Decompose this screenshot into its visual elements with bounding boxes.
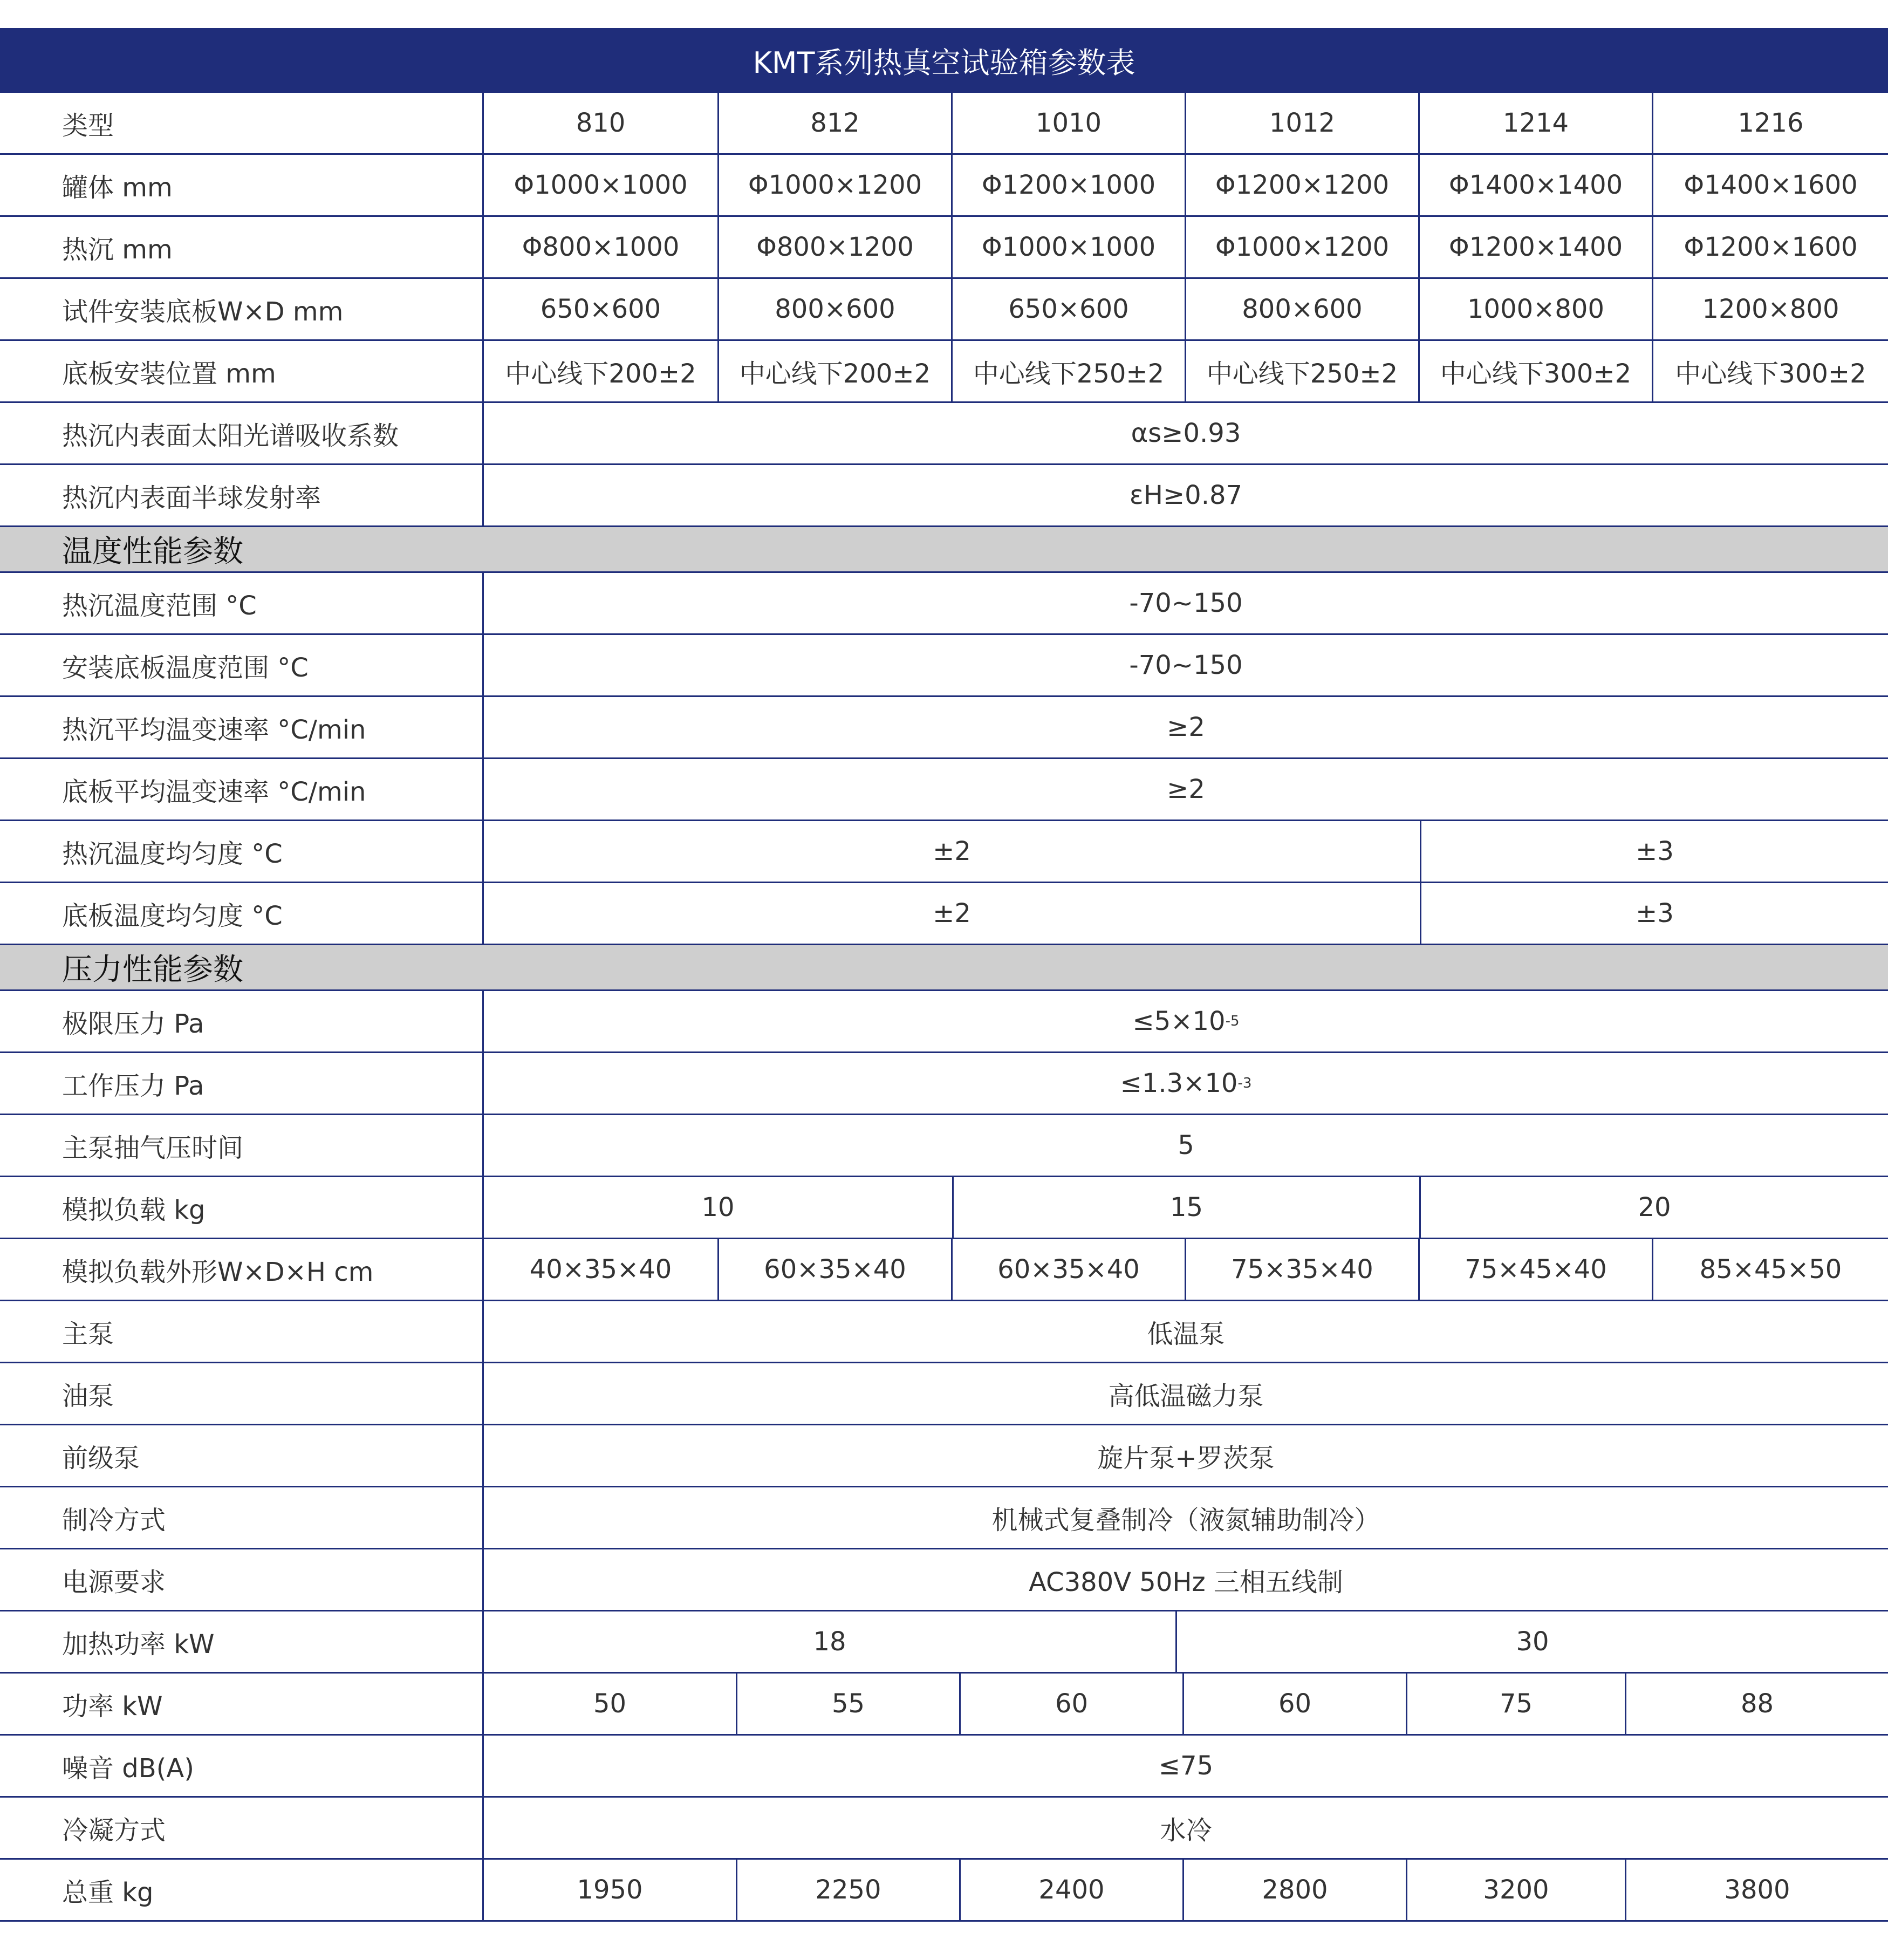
- table-row-working-pressure: [0, 1053, 1888, 1115]
- table-cell: ±2: [933, 836, 971, 866]
- row-label: 噪音 dB(A): [62, 1753, 194, 1784]
- table-cell: 1000×800: [1418, 279, 1652, 339]
- table-cell: Φ1000×1200: [1185, 217, 1418, 277]
- row-label: 热沉内表面半球发射率: [62, 482, 321, 513]
- row-cells: [484, 341, 1888, 401]
- table-row: [0, 1487, 1888, 1549]
- row-label: 总重 kg: [62, 1877, 154, 1908]
- row-cells: [484, 821, 1888, 882]
- row-cells: [484, 635, 1888, 695]
- table-cell: ±2: [933, 898, 971, 928]
- row-cells: [484, 1301, 1888, 1362]
- row-cells: [484, 1487, 1888, 1548]
- row-label: 模拟负载外形W×D×H cm: [62, 1256, 374, 1287]
- row-cells: [484, 465, 1888, 525]
- table-cell: 650×600: [540, 294, 661, 324]
- row-label: 加热功率 kW: [62, 1629, 215, 1659]
- table-cell: 20: [1419, 1177, 1888, 1238]
- table-cell: 水冷: [1160, 1815, 1212, 1846]
- row-label: 热沉平均温变速率 °C/min: [62, 714, 366, 745]
- table-cell: 75×45×40: [1418, 1239, 1652, 1300]
- row-label: 安装底板温度范围 °C: [62, 652, 309, 683]
- row-cells: [484, 1239, 1888, 1300]
- row-label: 极限压力 Pa: [62, 1008, 204, 1039]
- row-cells: [484, 1363, 1888, 1424]
- table-cell: ±3: [1420, 821, 1888, 882]
- table-cell: ≤1.3×10 -3: [1120, 1068, 1252, 1098]
- table-cell: Φ1000×1000: [514, 170, 688, 200]
- table-cell: AC380V 50Hz 三相五线制: [1029, 1567, 1343, 1597]
- row-cells: [484, 1053, 1888, 1114]
- table-cell: 800×600: [717, 279, 951, 339]
- table-row: [0, 217, 1888, 279]
- table-cell: 1216: [1652, 93, 1888, 153]
- section-pressure: 压力性能参数: [0, 945, 1888, 991]
- table-cell: 75×35×40: [1185, 1239, 1418, 1300]
- row-cells: [484, 1549, 1888, 1610]
- row-cells: [484, 1736, 1888, 1796]
- table-cell: 中心线下200±2: [505, 358, 696, 389]
- row-cells: [484, 155, 1888, 215]
- table-cell: 1012: [1185, 93, 1418, 153]
- row-cells: [484, 883, 1888, 944]
- table-row: [0, 403, 1888, 465]
- table-cell: Φ1000×1000: [951, 217, 1185, 277]
- table-cell: 650×600: [951, 279, 1185, 339]
- table-row: [0, 93, 1888, 155]
- row-cells: [484, 697, 1888, 757]
- table-row: [0, 279, 1888, 341]
- row-cells: [484, 1177, 1888, 1238]
- table-cell: 2250: [736, 1860, 959, 1920]
- table-cell: 75: [1406, 1674, 1625, 1734]
- row-label: 底板安装位置 mm: [62, 358, 276, 389]
- table-cell: 15: [952, 1177, 1419, 1238]
- table-cell: 810: [576, 108, 626, 138]
- table-row: [0, 759, 1888, 821]
- table-cell: Φ1200×1600: [1652, 217, 1888, 277]
- table-row: [0, 697, 1888, 759]
- row-label: 工作压力 Pa: [62, 1070, 204, 1101]
- row-cells: [484, 1115, 1888, 1176]
- table-cell: 旋片泵+罗茨泵: [1097, 1443, 1275, 1473]
- table-cell: 10: [701, 1192, 735, 1223]
- table-cell: 2800: [1182, 1860, 1406, 1920]
- table-row: [0, 1549, 1888, 1611]
- table-row: [0, 1363, 1888, 1425]
- table-row: [0, 341, 1888, 403]
- table-cell: Φ1200×1200: [1185, 155, 1418, 215]
- table-row-ultimate-pressure: [0, 991, 1888, 1053]
- table-cell: ≥2: [1167, 774, 1205, 804]
- table-cell: 3800: [1625, 1860, 1888, 1920]
- row-cells: [484, 279, 1888, 339]
- table-row: [0, 573, 1888, 635]
- table-cell: 812: [717, 93, 951, 153]
- row-cells: [484, 1425, 1888, 1486]
- table-cell: 中心线下200±2: [717, 341, 951, 401]
- section-temperature: 温度性能参数: [0, 527, 1888, 573]
- row-cells: [484, 573, 1888, 633]
- table-cell: 1950: [577, 1875, 643, 1905]
- table-row: [0, 155, 1888, 217]
- table-cell: -70~150: [1129, 588, 1243, 618]
- basic-params-group: [0, 93, 1888, 527]
- table-cell: 85×45×50: [1652, 1239, 1888, 1300]
- table-cell: ≤75: [1158, 1751, 1214, 1781]
- table-cell: ≤5×10 -5: [1132, 1006, 1240, 1036]
- row-label: 制冷方式: [62, 1505, 166, 1535]
- table-row: [0, 821, 1888, 883]
- row-label: 类型: [62, 110, 114, 141]
- table-cell: 50: [593, 1689, 627, 1719]
- table-cell: 5: [1178, 1130, 1194, 1160]
- table-row: [0, 883, 1888, 945]
- working-pressure-value: ≤1.3×10: [1120, 1068, 1238, 1098]
- table-cell: 60×35×40: [951, 1239, 1185, 1300]
- table-cell: 中心线下250±2: [1185, 341, 1418, 401]
- row-cells: [484, 93, 1888, 153]
- table-row: [0, 635, 1888, 697]
- table-row: [0, 1611, 1888, 1674]
- row-cells: [484, 1674, 1888, 1734]
- table-row: [0, 1301, 1888, 1363]
- table-cell: 高低温磁力泵: [1108, 1381, 1264, 1411]
- row-label: 热沉温度范围 °C: [62, 590, 257, 621]
- table-title: KMT系列热真空试验箱参数表: [0, 28, 1888, 93]
- table-cell: Φ1200×1400: [1418, 217, 1652, 277]
- table-cell: Φ800×1200: [717, 217, 951, 277]
- table-cell: αs≥0.93: [1131, 418, 1241, 448]
- row-label: 罐体 mm: [62, 172, 173, 203]
- row-label: 底板温度均匀度 °C: [62, 900, 283, 931]
- table-row: [0, 1425, 1888, 1487]
- table-cell: 60: [1182, 1674, 1406, 1734]
- pressure-params-group: [0, 1115, 1888, 1922]
- table-cell: 18: [813, 1627, 846, 1657]
- row-label: 主泵: [62, 1319, 114, 1349]
- table-cell: 60: [959, 1674, 1182, 1734]
- table-row: [0, 1736, 1888, 1798]
- table-row: [0, 1860, 1888, 1922]
- row-label: 主泵抽气压时间: [62, 1132, 244, 1163]
- table-cell: 55: [736, 1674, 959, 1734]
- row-label: 模拟负载 kg: [62, 1194, 206, 1225]
- table-cell: 低温泵: [1147, 1319, 1225, 1349]
- table-cell: 2400: [959, 1860, 1182, 1920]
- table-cell: 60×35×40: [717, 1239, 951, 1300]
- row-label: 冷凝方式: [62, 1815, 166, 1846]
- row-cells: [484, 991, 1888, 1051]
- row-cells: [484, 1860, 1888, 1920]
- table-cell: 机械式复叠制冷（液氮辅助制冷）: [991, 1505, 1380, 1535]
- row-cells: [484, 1798, 1888, 1858]
- row-cells: [484, 217, 1888, 277]
- table-row: [0, 1674, 1888, 1736]
- table-row: [0, 1177, 1888, 1239]
- row-cells: [484, 1611, 1888, 1672]
- row-label: 热沉内表面太阳光谱吸收系数: [62, 420, 399, 451]
- table-cell: 800×600: [1185, 279, 1418, 339]
- table-cell: 1214: [1418, 93, 1652, 153]
- table-cell: Φ800×1000: [522, 232, 680, 262]
- row-cells: [484, 403, 1888, 463]
- row-label: 热沉 mm: [62, 234, 173, 265]
- table-cell: ±3: [1420, 883, 1888, 944]
- table-cell: Φ1400×1400: [1418, 155, 1652, 215]
- table-cell: ≥2: [1167, 712, 1205, 742]
- table-cell: Φ1400×1600: [1652, 155, 1888, 215]
- row-label: 前级泵: [62, 1443, 140, 1473]
- table-row: [0, 465, 1888, 527]
- parameter-table: [0, 28, 1888, 1922]
- temperature-params-group: [0, 573, 1888, 945]
- table-cell: 中心线下250±2: [951, 341, 1185, 401]
- row-cells: [484, 759, 1888, 819]
- table-cell: Φ1200×1000: [951, 155, 1185, 215]
- row-label: 底板平均温变速率 °C/min: [62, 776, 366, 807]
- row-label: 电源要求: [62, 1567, 166, 1597]
- table-row: [0, 1798, 1888, 1860]
- table-cell: 1010: [951, 93, 1185, 153]
- row-label: 试件安装底板W×D mm: [62, 296, 344, 327]
- row-label: 油泵: [62, 1381, 114, 1411]
- table-cell: -70~150: [1129, 650, 1243, 680]
- row-label: 功率 kW: [62, 1691, 163, 1722]
- table-cell: 1200×800: [1652, 279, 1888, 339]
- table-cell: 88: [1625, 1674, 1888, 1734]
- row-label: 热沉温度均匀度 °C: [62, 838, 283, 869]
- table-cell: εH≥0.87: [1129, 480, 1243, 510]
- table-row: [0, 1239, 1888, 1301]
- table-cell: 40×35×40: [529, 1254, 672, 1285]
- table-cell: Φ1000×1200: [717, 155, 951, 215]
- table-cell: 3200: [1406, 1860, 1625, 1920]
- ultimate-pressure-value: ≤5×10: [1132, 1006, 1226, 1036]
- table-cell: 中心线下300±2: [1418, 341, 1652, 401]
- table-cell: 30: [1175, 1611, 1888, 1672]
- table-cell: 中心线下300±2: [1652, 341, 1888, 401]
- table-row: [0, 1115, 1888, 1177]
